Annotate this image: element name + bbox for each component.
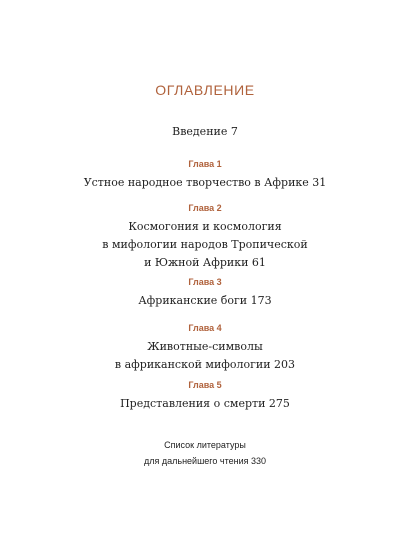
chapter-title-line: Устное народное творчество в Африке 31 (83, 176, 327, 189)
bibliography-line: для дальнейшего чтения 330 (144, 456, 266, 466)
chapter-title-line: в африканской мифологии 203 (114, 358, 296, 371)
toc-chapter-1 (0, 158, 410, 191)
chapter-label: Глава 5 (188, 380, 222, 390)
chapter-label: Глава 4 (188, 323, 222, 333)
toc-chapter-5 (0, 379, 410, 412)
chapter-title-line: и Южной Африки 61 (144, 256, 266, 269)
toc-entry-bibliography (0, 437, 410, 469)
toc-chapter-4 (0, 322, 410, 373)
chapter-label: Глава 1 (188, 159, 222, 169)
toc-entry-intro: Введение 7 (172, 125, 238, 138)
chapter-label: Глава 2 (188, 203, 222, 213)
page-title: ОГЛАВЛЕНИЕ (155, 82, 255, 98)
bibliography-line: Список литературы (164, 440, 246, 450)
toc-chapter-3 (0, 276, 410, 309)
chapter-title-line: Животные-символы (147, 340, 263, 353)
chapter-title-line: Космогония и космология (128, 220, 282, 233)
chapter-title-line: Представления о смерти 275 (120, 397, 290, 410)
toc-chapter-2 (0, 202, 410, 271)
chapter-title-line: в мифологии народов Тропической (102, 238, 308, 251)
chapter-title-line: Африканские боги 173 (138, 294, 272, 307)
chapter-label: Глава 3 (188, 277, 222, 287)
